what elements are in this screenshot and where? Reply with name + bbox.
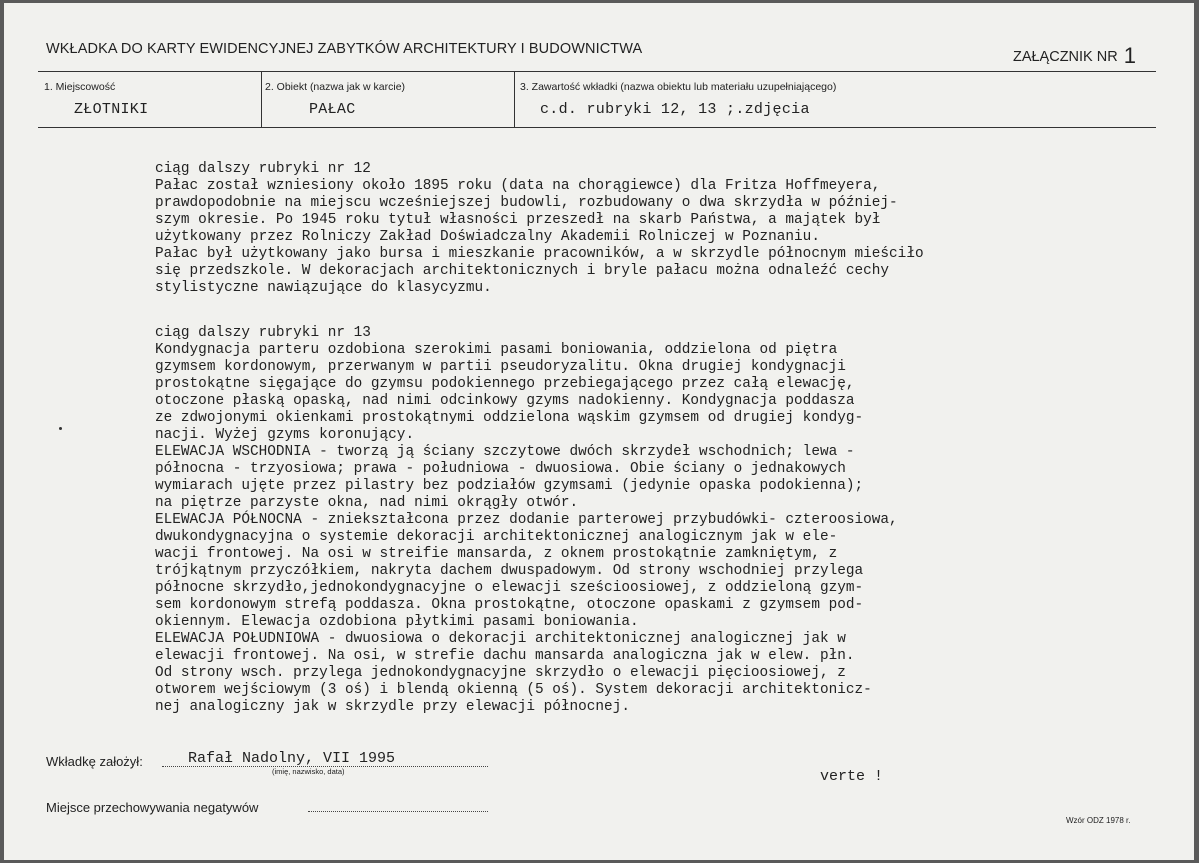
section-13-text: ciąg dalszy rubryki nr 13 Kondygnacja parteru ozdobiona szerokimi pasami boniowania, oddzielona od piętra gzymsem kordonowym, przerwanym w partii pseudoryzalitu. Okna drugiej kondygnacji prostokątne sięgające do gzymsu podokiennego przebiegającego przez całą elewację, otoczone płaską opaską, nad nimi odcinkowy gzyms nadokienny. Kondygnacja poddasza ze zdwojonymi okienkami prostokątnymi oddzielona wąskim gzymsem od drugiej kondyg- nacji. Wyżej gzyms koronujący. ELEWACJA WSCHODNIA - tworzą ją ściany szczytowe dwóch skrzydeł wschodnich; lewa - północna - trzyosiowa; prawa - południowa - dwuosiowa. Obie ściany o jednakowych wymiarach ujęte przez pilastry bez podziałów gzymsami (jedynie opaska podokienna); na piętrze parzyste okna, nad nimi okrągły otwór. ELEWACJA PÓŁNOCNA - zniekształcona przez dodanie parterowej przybudówki- czteroosiowa, dwukondygnacyjna o systemie dekoracji architektonicznej analogicznym jak w ele- wacji frontowej. Na osi w streifie mansarda, z oknem prostokątnie zamkniętym, z trójkątnym przyczółkiem, nakryta dachem dwuspadowym. Od strony wschodniej przylega północne skrzydło,jednokondygnacyjne o elewacji sześcioosiowej, z oddzieloną gzym- sem kordonowym strefą poddasza. Okna prostokątne, otoczone opaskami z gzymsem pod- okiennym. Elewacja ozdobiona płytkimi pasami boniowania. ELEWACJA POŁUDNIOWA - dwuosiowa o dekoracji architektonicznej analogicznej jak w elewacji frontowej. Na osi, w strefie dachu mansarda analogiczna jak w elew. płn. Od strony wsch. przylega jednokondygnacyjne skrzydło o elewacji pięcioosiowej, z otworem wejściowym (3 oś) i blendą okienną (5 oś). System dekoracji architektonicz- nej analogiczny jak w skrzydle przy elewacji północnej. [155, 325, 898, 715]
form-sheet [4, 3, 1194, 860]
table-bottom-line [38, 127, 1156, 128]
author-sublabel: (imię, nazwisko, data) [272, 767, 345, 776]
field-2-value: PAŁAC [309, 101, 356, 118]
negatives-label: Miejsce przechowywania negatywów [46, 800, 259, 815]
column-divider-2 [514, 71, 515, 128]
field-1-label: 1. Miejscowość [44, 81, 116, 93]
verte-note: verte ! [820, 768, 884, 785]
author-label: Wkładkę założył: [46, 754, 143, 769]
field-1-value: ZŁOTNIKI [74, 101, 149, 118]
column-divider-1 [261, 71, 262, 128]
annex-label-text: ZAŁĄCZNIK NR [1012, 49, 1118, 65]
field-3-label: 3. Zawartość wkładki (nazwa obiektu lub materiału uzupełniającego) [520, 81, 837, 93]
annex-label [1013, 41, 1136, 67]
field-2-label: 2. Obiekt (nazwa jak w karcie) [265, 81, 406, 93]
form-title: WKŁADKA DO KARTY EWIDENCYJNEJ ZABYTKÓW ARCHITEKTURY I BUDOWNICTWA [46, 41, 643, 57]
negatives-dotted-line [308, 810, 488, 812]
margin-dot [59, 427, 62, 430]
section-12-text: ciąg dalszy rubryki nr 12 Pałac został wzniesiony około 1895 roku (data na chorągiewce) dla Fritza Hoffmeyera, prawdopodobnie na miejscu wcześniejszej budowli, rozbudowany o dwa skrzydła w później- szym okresie. Po 1945 roku tytuł własności przeszedł na skarb Państwa, a majątek był użytkowany przez Rolniczy Zakład Doświadczalny Akademii Rolniczej w Poznaniu. Pałac był użytkowany jako bursa i mieszkanie pracowników, a w skrzydle północnym mieściło się przedszkole. W dekoracjach architektonicznych i bryle pałacu można odnaleźć cechy stylistyczne nawiązujące do klasycyzmu. [155, 161, 924, 296]
annex-number: 1 [1123, 43, 1136, 68]
form-template-note: Wzór ODZ 1978 r. [1066, 816, 1131, 825]
table-top-line [38, 71, 1156, 72]
author-value: Rafał Nadolny, VII 1995 [188, 750, 396, 767]
field-3-value: c.d. rubryki 12, 13 ;.zdjęcia [540, 101, 810, 118]
